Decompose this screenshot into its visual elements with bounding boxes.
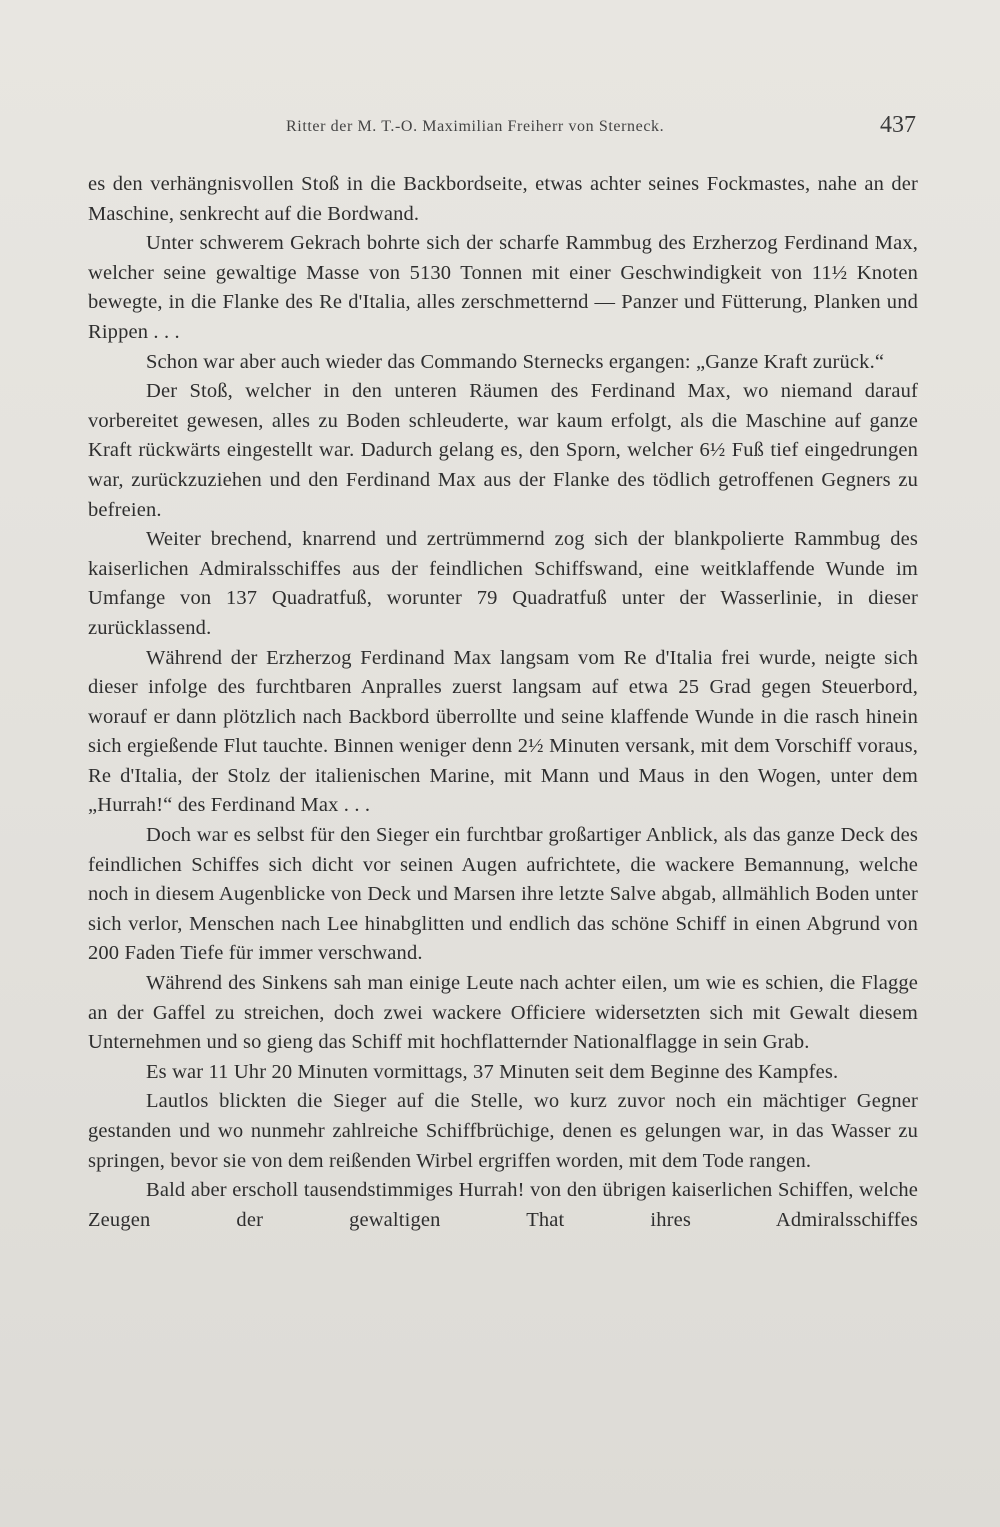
body-text [88, 170, 918, 1235]
paragraph: Der Stoß, welcher in den unteren Räumen des Ferdinand Max, wo niemand darauf vorbereitet gewesen, alles zu Boden schleuderte, war kaum erfolgt, als die Maschine auf ganze Kraft rückwärts eingestellt war. Dadurch gelang es, den Sporn, welcher 6½ Fuß tief eingedrungen war, zurückzuziehen und den Ferdinand Max aus der Flanke des tödlich getroffenen Gegners zu befreien. [88, 380, 918, 521]
paragraph: Doch war es selbst für den Sieger ein furchtbar großartiger Anblick, als das ganze Deck des feindlichen Schiffes sich dicht vor seinen Augen aufrichtete, die wackere Bemannung, welche noch in diesem Augenblicke von Deck und Marsen ihre letzte Salve abgab, allmählich Boden unter sich verlor, Menschen nach Lee hinabglitten und endlich das schöne Schiff in einen Abgrund von 200 Faden Tiefe für immer verschwand. [88, 824, 918, 965]
running-head: Ritter der M. T.-O. Maximilian Freiherr von Sterneck. [286, 118, 665, 135]
paragraph: Schon war aber auch wieder das Commando Sternecks ergangen: „Ganze Kraft zurück.“ [146, 350, 885, 373]
paragraph: Lautlos blickten die Sieger auf die Stelle, wo kurz zuvor noch ein mächtiger Gegner gestanden und wo nunmehr zahlreiche Schiffbrüchige, denen es gelungen war, in das Wasser zu springen, bevor sie von dem reißenden Wirbel ergriffen worden, mit dem Tode rangen. [88, 1090, 918, 1172]
paragraph: Unter schwerem Gekrach bohrte sich der scharfe Rammbug des Erzherzog Ferdinand Max, welcher seine gewaltige Masse von 5130 Tonnen mit einer Geschwindigkeit von 11½ Knoten bewegte, in die Flanke des Re d'Italia, alles zerschmetternd — Panzer und Fütterung, Planken und Rippen . . . [88, 232, 918, 343]
paragraph: Während der Erzherzog Ferdinand Max langsam vom Re d'Italia frei wurde, neigte sich dieser infolge des furchtbaren Anpralles zuerst langsam auf etwa 25 Grad gegen Steuerbord, worauf er dann plötzlich nach Backbord überrollte und seine klaffende Wunde in die rasch hinein sich ergießende Flut tauchte. Binnen weniger denn 2½ Minuten versank, mit dem Vorschiff voraus, Re d'Italia, der Stolz der italienischen Marine, mit Mann und Maus in den Wogen, unter dem „Hurrah!“ des Ferdinand Max . . . [88, 646, 918, 817]
page-header [90, 112, 920, 144]
paragraph: Während des Sinkens sah man einige Leute nach achter eilen, um wie es schien, die Flagge an der Gaffel zu streichen, doch zwei wackere Officiere widersetzten sich mit Gewalt diesem Unternehmen und so gieng das Schiff mit hochflatternder Nationalflagge in sein Grab. [88, 972, 918, 1054]
paragraph: es den verhängnisvollen Stoß in die Backbordseite, etwas achter seines Fockmastes, nahe an der Maschine, senkrecht auf die Bordwand. [88, 173, 918, 225]
paragraph: Bald aber erscholl tausendstimmiges Hurrah! von den übrigen kaiserlichen Schiffen, welche Zeugen der gewaltigen That ihres Admiralsschiffes [88, 1179, 918, 1231]
paragraph: Weiter brechend, knarrend und zertrümmernd zog sich der blankpolierte Rammbug des kaiserlichen Admiralsschiffes aus der feindlichen Schiffswand, eine weitklaffende Wunde im Umfange von 137 Quadratfuß, worunter 79 Quadratfuß unter der Wasserlinie, in dieser zurücklassend. [88, 528, 918, 639]
paragraph: Es war 11 Uhr 20 Minuten vormittags, 37 Minuten seit dem Beginne des Kampfes. [146, 1060, 839, 1083]
page-number: 437 [880, 112, 916, 138]
